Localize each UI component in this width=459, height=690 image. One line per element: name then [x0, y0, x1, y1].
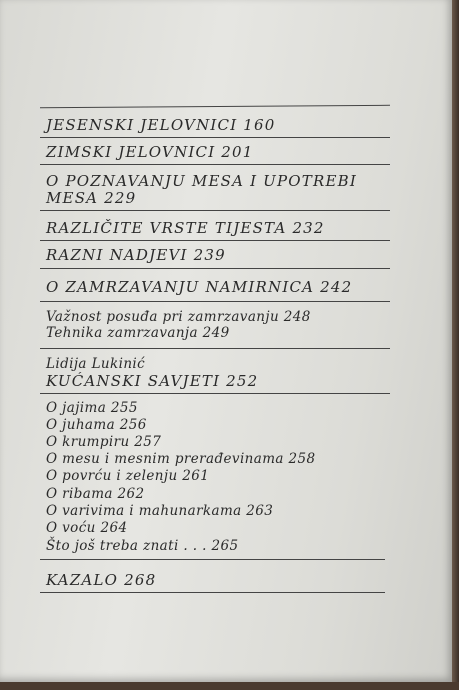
divider	[40, 210, 390, 211]
toc-entry-meso-cont: MESA 229	[46, 189, 137, 207]
toc-subentry-tehnika: Tehnika zamrzavanja 249	[46, 325, 230, 341]
toc-entry-zimski: ZIMSKI JELOVNICI 201	[46, 143, 254, 161]
divider	[40, 592, 385, 593]
divider	[40, 268, 390, 269]
list-item: O mesu i mesnim prerađevinama 258	[46, 451, 316, 467]
toc-subentry-posuda: Važnost posuđa pri zamrzavanju 248	[46, 309, 311, 325]
divider	[40, 164, 390, 165]
toc-entry-zamrzavanje: O ZAMRZAVANJU NAMIRNICA 242	[46, 278, 353, 296]
toc-entry-nadjevi: RAZNI NADJEVI 239	[46, 246, 226, 264]
divider	[40, 348, 390, 349]
divider	[40, 301, 390, 302]
toc-author: Lidija Lukinić	[46, 356, 146, 372]
list-item: O varivima i mahunarkama 263	[46, 503, 274, 519]
page-edge	[452, 0, 459, 690]
divider	[40, 240, 390, 241]
list-item: O ribama 262	[46, 486, 145, 502]
divider	[40, 105, 390, 108]
divider	[40, 393, 390, 394]
list-item: O jajima 255	[46, 400, 138, 416]
page-bottom-edge	[0, 682, 459, 690]
toc-entry-tijesta: RAZLIČITE VRSTE TIJESTA 232	[46, 219, 325, 237]
divider	[40, 137, 390, 138]
divider	[40, 559, 385, 560]
toc-entry-jesenski: JESENSKI JELOVNICI 160	[46, 116, 276, 134]
list-item: O juhama 256	[46, 417, 147, 433]
toc-entry-meso: O POZNAVANJU MESA I UPOTREBI	[46, 172, 357, 190]
toc-entry-kazalo: KAZALO 268	[46, 571, 157, 589]
list-item: Što još treba znati . . . 265	[46, 538, 239, 554]
list-item: O krumpiru 257	[46, 434, 162, 450]
list-item: O voću 264	[46, 520, 128, 536]
list-item: O povrću i zelenju 261	[46, 468, 210, 484]
toc-entry-savjeti: KUĆANSKI SAVJETI 252	[46, 372, 259, 390]
